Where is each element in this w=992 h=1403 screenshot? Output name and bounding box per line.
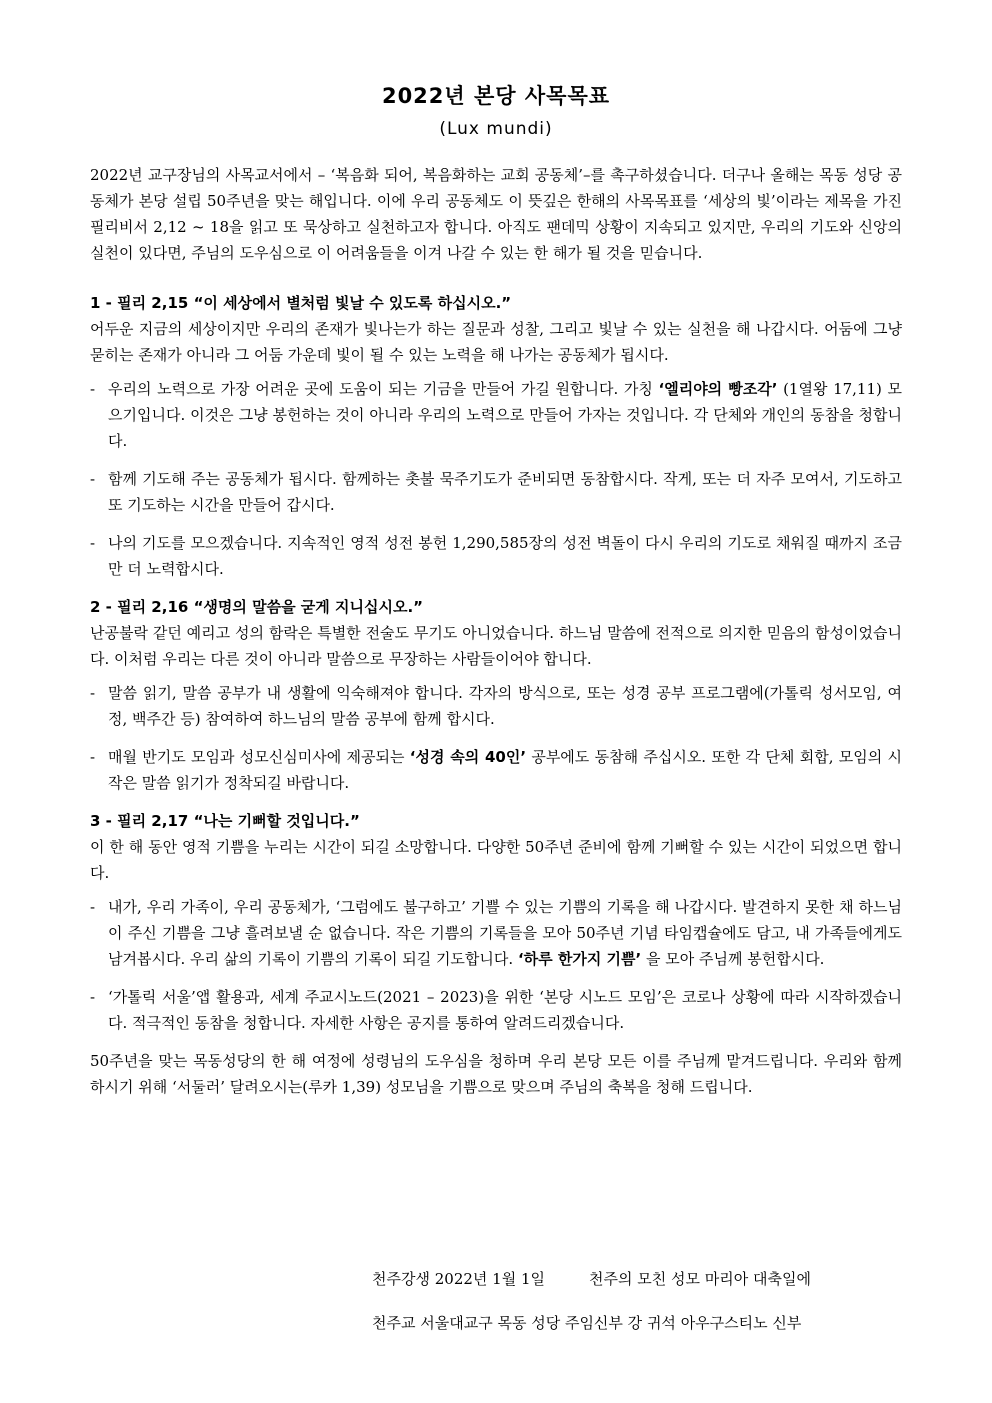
signature-feast: 천주의 모친 성모 마리아 대축일에: [589, 1270, 811, 1288]
bullet-text: 공부에도 동참해 주십시오. 또한 각 단체 회합, 모임의 시작은 말씀 읽기가 정착되길 바랍니다.: [108, 748, 903, 792]
bullet-text: 함께 기도해 주는 공동체가 됩시다. 함께하는 촛불 묵주기도가 준비되면 동참합시다. 작게, 또는 더 자주 모여서, 기도하고 또 기도하는 시간을 만들어 갑시다.: [108, 470, 902, 514]
section-3-body: 이 한 해 동안 영적 기쁨을 누리는 시간이 되길 소망합니다. 다양한 50주년 준비에 함께 기뻐할 수 있는 시간이 되었으면 합니다.: [90, 838, 902, 882]
section-2-body: 난공불락 같던 예리고 성의 함락은 특별한 전술도 무기도 아니었습니다. 하느님 말씀에 전적으로 의지한 믿음의 함성이었습니다. 이처럼 우리는 다른 것이 아니라 말씀으로 무장하는 사람들이어야 합니다.: [90, 624, 902, 668]
list-item: - 말씀 읽기, 말씀 공부가 내 생활에 익숙해져야 합니다. 각자의 방식으로, 또는 성경 공부 프로그램에(가톨릭 성서모임, 여정, 백주간 등) 참여하여 하느님의 말씀 공부에 함께 합시다.: [90, 684, 902, 728]
bullet-text: 나의 기도를 모으겠습니다. 지속적인 영적 성전 봉헌 1,290,585장의 성전 벽돌이 다시 우리의 기도로 채워질 때까지 조금만 더 노력합시다.: [108, 534, 902, 578]
list-item: - 함께 기도해 주는 공동체가 됩시다. 함께하는 촛불 묵주기도가 준비되면 동참합시다. 작게, 또는 더 자주 모여서, 기도하고 또 기도하는 시간을 만들어 갑시다.: [90, 470, 902, 514]
signature-author: 천주교 서울대교구 목동 성당 주임신부 강 귀석 아우구스티노 신부: [372, 1314, 802, 1332]
bullet-text: 을 모아 주님께 봉헌합시다.: [641, 950, 825, 968]
signature-date-line: [372, 1268, 811, 1289]
bullet-text: (1열왕 17,11) 모으기입니다. 이것은 그냥 봉헌하는 것이 아니라 우리의 노력으로 만들어 가자는 것입니다. 각 단체와 개인의 동참을 청합니다.: [108, 380, 902, 450]
bullet-text: ‘가톨릭 서울’앱 활용과, 세계 주교시노드(2021 – 2023)을 위한 ‘본당 시노드 모임’은 코로나 상황에 따라 시작하겠습니다. 적극적인 동참을 청합니다. 자세한 사항은 공지를 통하여 알려드리겠습니다.: [108, 988, 902, 1032]
list-item: - 나의 기도를 모으겠습니다. 지속적인 영적 성전 봉헌 1,290,585장의 성전 벽돌이 다시 우리의 기도로 채워질 때까지 조금만 더 노력합시다.: [90, 534, 902, 578]
section-1-ref: 1 - 필리 2,15: [90, 294, 189, 312]
section-2-ref: 2 - 필리 2,16: [90, 598, 189, 616]
bullet-emphasis: ‘하루 한가지 기쁨’: [517, 950, 642, 968]
list-item: - 매월 반기도 모임과 성모신심미사에 제공되는 ‘성경 속의 40인’ 공부에도 동참해 주십시오. 또한 각 단체 회합, 모임의 시작은 말씀 읽기가 정착되길 바랍니다.: [90, 748, 903, 792]
document-subtitle: (Lux mundi): [439, 119, 553, 139]
section-1-body: 어두운 지금의 세상이지만 우리의 존재가 빛나는가 하는 질문과 성찰, 그리고 빛날 수 있는 실천을 해 나갑시다. 어둠에 그냥 묻히는 존재가 아니라 그 어둠 가운데 빛이 될 수 있는 노력을 해 나가는 공동체가 됩시다.: [90, 320, 902, 364]
section-2-bullets: [90, 680, 902, 796]
section-3-heading: [90, 808, 902, 834]
section-3-bullets: [90, 894, 902, 1036]
document-page: [90, 80, 902, 1100]
section-3-quote: “나는 기뻐할 것입니다.”: [193, 812, 360, 830]
section-3-ref: 3 - 필리 2,17: [90, 812, 189, 830]
closing-paragraph: 50주년을 맞는 목동성당의 한 해 여정에 성령님의 도우심을 청하며 우리 본당 모든 이를 주님께 맡겨드립니다. 우리와 함께 하시기 위해 ‘서둘러’ 달려오시는(루카 1,39) 성모님을 기쁨으로 맞으며 주님의 축복을 청해 드립니다.: [90, 1052, 902, 1096]
section-1-bullets: [90, 376, 902, 582]
section-1-quote: “이 세상에서 별처럼 빛날 수 있도록 하십시오.”: [193, 294, 512, 312]
intro-paragraph: 2022년 교구장님의 사목교서에서 – ‘복음화 되어, 복음화하는 교회 공동체’–를 촉구하셨습니다. 더구나 올해는 목동 성당 공동체가 본당 설립 50주년을 맞는 해입니다. 이에 우리 공동체도 이 뜻깊은 한해의 사목목표를 ‘세상의 빛’이라는 제목을 가진 필리비서 2,12 ~ 18을 읽고 또 묵상하고 실천하고자 합니다. 아직도 팬데믹 상황이 지속되고 있지만, 우리의 기도와 신앙의 실천이 있다면, 주님의 도우심으로 이 어려움들을 이겨 나갈 수 있는 한 해가 될 것을 믿습니다.: [90, 166, 902, 262]
bullet-emphasis: ‘엘리야의 빵조각’: [658, 380, 778, 398]
section-2-heading: [90, 594, 902, 620]
list-item: - 우리의 노력으로 가장 어려운 곳에 도움이 되는 기금을 만들어 가길 원합니다. 가칭 ‘엘리야의 빵조각’ (1열왕 17,11) 모으기입니다. 이것은 그냥 봉헌하는 것이 아니라 우리의 노력으로 만들어 가자는 것입니다. 각 단체와 개인의 동참을 청합니다.: [90, 380, 902, 450]
list-item: - 내가, 우리 가족이, 우리 공동체가, ‘그럼에도 불구하고’ 기쁠 수 있는 기쁨의 기록을 해 나갑시다. 발견하지 못한 채 하느님이 주신 기쁨을 그냥 흘려보낼 순 없습니다. 작은 기쁨의 기록들을 모아 50주년 기념 타임캡슐에도 담고, 내 가족들에게도 남겨봅시다. 우리 삶의 기록이 기쁨의 기록이 되길 기도합니다. ‘하루 한가지 기쁨’ 을 모아 주님께 봉헌합시다.: [90, 898, 902, 968]
bullet-text: 말씀 읽기, 말씀 공부가 내 생활에 익숙해져야 합니다. 각자의 방식으로, 또는 성경 공부 프로그램에(가톨릭 성서모임, 여정, 백주간 등) 참여하여 하느님의 말씀 공부에 함께 합시다.: [108, 684, 902, 728]
bullet-text: 내가, 우리 가족이, 우리 공동체가, ‘그럼에도 불구하고’ 기쁠 수 있는 기쁨의 기록을 해 나갑시다. 발견하지 못한 채 하느님이 주신 기쁨을 그냥 흘려보낼 순 없습니다. 작은 기쁨의 기록들을 모아 50주년 기념 타임캡슐에도 담고, 내 가족들에게도 남겨봅시다. 우리 삶의 기록이 기쁨의 기록이 되길 기도합니다.: [108, 898, 902, 968]
bullet-text: 우리의 노력으로 가장 어려운 곳에 도움이 되는 기금을 만들어 가길 원합니다. 가칭: [108, 380, 659, 398]
bullet-text: 매월 반기도 모임과 성모신심미사에 제공되는: [108, 748, 410, 766]
signature-date: 천주강생 2022년 1월 1일: [372, 1270, 545, 1288]
document-title: 2022년 본당 사목목표: [381, 84, 611, 108]
bullet-emphasis: ‘성경 속의 40인’: [409, 748, 527, 766]
section-1-heading: [90, 290, 902, 316]
section-2-quote: “생명의 말씀을 굳게 지니십시오.”: [193, 598, 424, 616]
list-item: - ‘가톨릭 서울’앱 활용과, 세계 주교시노드(2021 – 2023)을 위한 ‘본당 시노드 모임’은 코로나 상황에 따라 시작하겠습니다. 적극적인 동참을 청합니다. 자세한 사항은 공지를 통하여 알려드리겠습니다.: [90, 988, 902, 1032]
